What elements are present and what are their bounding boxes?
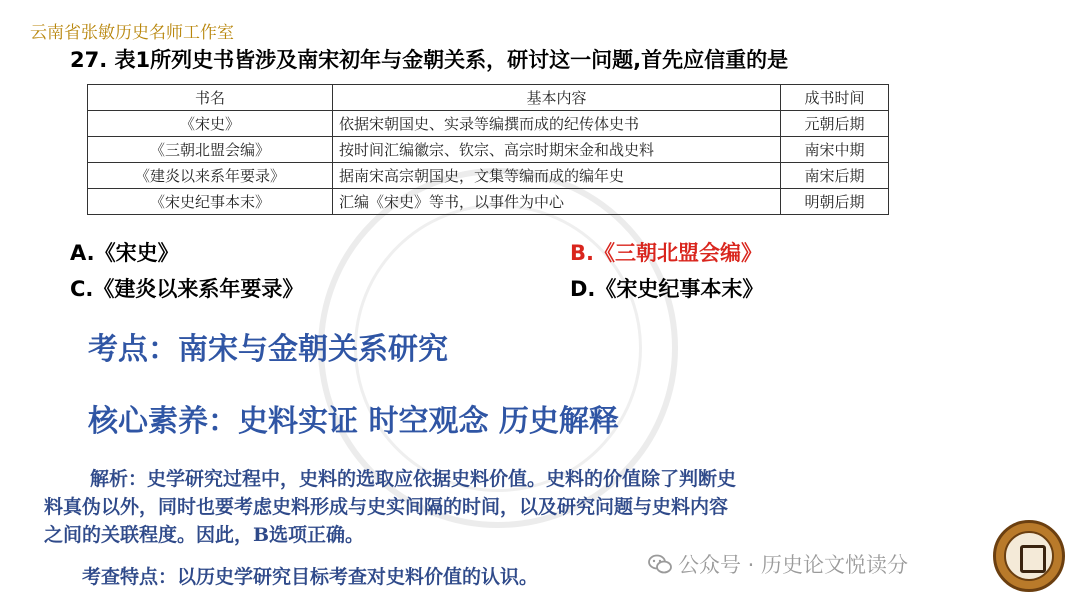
table-row <box>88 163 889 189</box>
analysis-line-1: 解析：史学研究过程中，史料的选取应依据史料价值。史料的价值除了判断史 <box>90 468 737 490</box>
column-header: 基本内容 <box>333 85 781 111</box>
option-a: A.《宋史》 <box>70 241 179 265</box>
column-header: 成书时间 <box>781 85 889 111</box>
column-header: 书名 <box>88 85 333 111</box>
option-c: C.《建炎以来系年要录》 <box>70 277 304 301</box>
book-title-cell: 《三朝北盟会编》 <box>88 137 333 163</box>
history-books-table <box>87 84 889 215</box>
book-title-cell: 《宋史》 <box>88 111 333 137</box>
book-title-cell: 《建炎以来系年要录》 <box>88 163 333 189</box>
wechat-account-watermark <box>648 549 908 579</box>
table-row <box>88 111 889 137</box>
table-row <box>88 137 889 163</box>
book-content-cell: 据南宋高宗朝国史，文集等编而成的编年史 <box>333 163 781 189</box>
analysis-line <box>44 465 1034 493</box>
book-time-cell: 元朝后期 <box>781 111 889 137</box>
core-literacy-heading: 核心素养：史料实证 时空观念 历史解释 <box>88 404 619 439</box>
question-stem: 27. 表1所列史书皆涉及南宋初年与金朝关系，研讨这一问题,首先应信重的是 <box>70 48 789 72</box>
book-content-cell: 汇编《宋史》等书，以事件为中心 <box>333 189 781 215</box>
exam-point-heading: 考点：南宋与金朝关系研究 <box>88 332 448 367</box>
book-content-cell: 按时间汇编徽宗、钦宗、高宗时期宋金和战史料 <box>333 137 781 163</box>
option-b-correct: B.《三朝北盟会编》 <box>570 241 762 265</box>
wechat-account-name: 公众号 · 历史论文悦读分 <box>678 553 909 577</box>
book-content-cell: 依据宋朝国史、实录等编撰而成的纪传体史书 <box>333 111 781 137</box>
book-time-cell: 南宋后期 <box>781 163 889 189</box>
book-time-cell: 南宋中期 <box>781 137 889 163</box>
studio-header: 云南省张敏历史名师工作室 <box>30 23 234 43</box>
studio-logo-seal <box>993 520 1065 592</box>
option-d: D.《宋史纪事本末》 <box>570 277 764 301</box>
table-header-row <box>88 85 889 111</box>
analysis-line-3: 之间的关联程度。因此，B选项正确。 <box>44 524 365 546</box>
exam-feature-text: 考查特点：以历史学研究目标考查对史料价值的认识。 <box>82 566 539 588</box>
wechat-icon <box>648 553 672 575</box>
analysis-line-2: 料真伪以外，同时也要考虑史料形成与史实间隔的时间，以及研究问题与史料内容 <box>44 496 729 518</box>
book-title-cell: 《宋史纪事本末》 <box>88 189 333 215</box>
analysis-paragraph <box>44 465 1034 549</box>
book-time-cell: 明朝后期 <box>781 189 889 215</box>
table-row <box>88 189 889 215</box>
